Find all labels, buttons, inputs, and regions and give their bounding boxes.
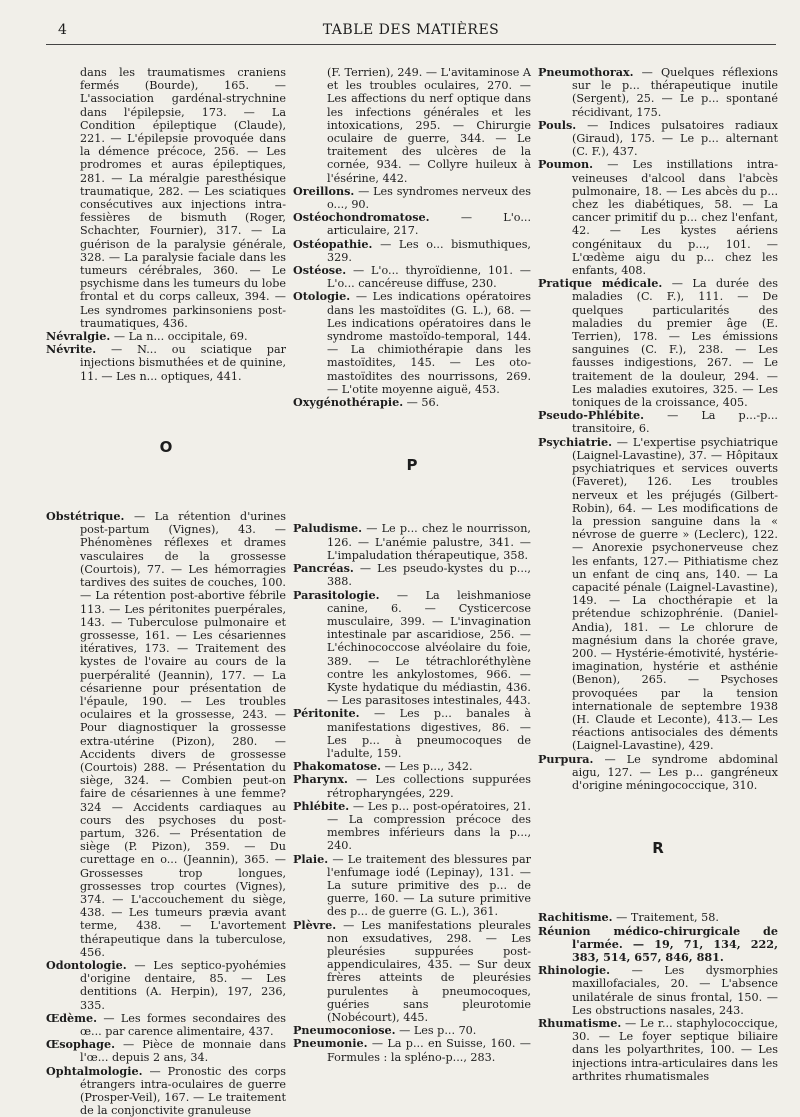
page-header <box>46 22 776 42</box>
section-letter-o: O <box>159 437 173 456</box>
header-rule <box>46 44 776 45</box>
column-2 <box>293 66 531 1064</box>
entry-osteochondromatose: Ostéochondromatose. — L'o... articulaire, 217. <box>293 210 531 238</box>
entry-pneumothorax: Pneumothorax. — Quelques réflexions sur le p... thérapeutique inutile (Sergent), 25. — Le p... spontané récidivant, 175. <box>538 65 778 119</box>
entry-oreillons: Oreillons. — Les syndromes nerveux des o..., 90. <box>293 183 531 212</box>
entry-pratique-medicale: Pratique médicale. — La durée des maladies (C. F.), 111. — De quelques particularités des maladies du premier âge (E. Terrien), 178. — Les émissions sanguines (C. F.), 238. — Les fausses indigestions, 267. — Le traitement de la douleur, 294. — Les maladies exutoires, 325. — Les toniques de la croissance, 405. <box>538 276 778 410</box>
entry-purpura: Purpura. — Le syndrome abdominal aigu, 127. — Les p... gangréneux d'origine méningococcique, 310. <box>538 751 778 792</box>
entry-paludisme: Paludisme. — Le p... chez le nourrisson, 126. — L'anémie palustre, 341. — L'impaludation thérapeutique, 358. <box>293 521 531 562</box>
entry-nevralgie: Névralgie. — La n... occipitale, 69. <box>46 329 248 344</box>
entry-osteose: Ostéose. — L'o... thyroïdienne, 101. — L'o... cancéreuse diffuse, 230. <box>293 263 531 291</box>
entry-pneumonie: Pneumonie. — La p... en Suisse, 160. — Formules : la spléno-p..., 283. <box>293 1036 531 1064</box>
entry-ophtalmologie-continued: (F. Terrien), 249. — L'avitaminose A et les troubles oculaires, 270. — Les affections du nerf optique dans les infections générales et les intoxications, 295. — Chirurgie oculaire de guerre, 344. — Le traitement des ulcères de la cornée, 934. — Collyre huileux à l'ésérine, 442. <box>327 66 531 185</box>
entry-plaie: Plaie. — Le traitement des blessures par l'enfumage iodé (Lepinay), 131. — La suture primitive des p... de guerre, 160. — La suture primitive des p... de guerre (G. L.), 361. <box>293 851 531 919</box>
entry-pharynx: Pharynx. — Les collections suppurées rétropharyngées, 229. <box>293 772 531 800</box>
entry-psychiatrie: Psychiatrie. — L'expertise psychiatrique (Laignel-Lavastine), 37. — Hôpitaux psychiatriques et services ouverts (Faveret), 126. Les troubles nerveux et les préjugés (Gilbert-Robin), 64. — Les modifications de la pression sanguine dans la « névrose de guerre » (Leclerc), 122. — Anorexie psychonerveuse chez les enfants, 127.— Pithiatisme chez un enfant de cinq ans, 140. — La capacité pénale (Laignel-Lavastine), 149. — La chocthérapie et la prétendue schizophrénie. (Daniel-Andia), 181. — Le chlorure de magnésium dans la chorée grave, 200. — Hystérie-émotivité, hystérie-imagination, hystérie et asthénie (Benon), 265. — Psychoses provoquées par la tension internationale de septembre 1938 (H. Claude et Leconte), 413.— Les réactions antisociales des déments (Laignel-Lavastine), 429. <box>538 434 778 753</box>
entry-nevrite: Névrite. — N... ou sciatique par injections bismuthées et de quinine, 11. — Les n... optiques, 441. <box>46 342 286 383</box>
entry-rhumatisme: Rhumatisme. — Le r... staphylococcique, 30. — Le foyer septique biliaire dans les polyarthrites, 100. — Les injections intra-articulaires dans les arthrites rhumatismales <box>538 1016 778 1083</box>
entry-ophtalmologie: Ophtalmologie. — Pronostic des corps étrangers intra-oculaires de guerre (Prosper-Veil), 167. — Le traitement de la conjonctivite granuleuse <box>46 1063 286 1117</box>
page-number: 4 <box>58 22 67 38</box>
column-1 <box>46 66 286 1117</box>
section-letter-r: R <box>652 839 664 858</box>
entry-phlebite: Phlébite. — Les p... post-opératoires, 21. — La compression précoce des membres inférieurs dans la p..., 240. <box>293 798 531 853</box>
entry-phakomatose: Phakomatose. — Les p..., 342. <box>293 759 473 774</box>
entry-pouls: Pouls. — Indices pulsatoires radiaux (Giraud), 175. — Le p... alternant (C. F.), 437. <box>538 117 778 159</box>
entry-plevre: Plèvre. — Les manifestations pleurales non exsudatives, 298. — Les pleurésies suppurées post-appendiculaires, 435. — Sur deux frères atteints de pleurésies purulentes à pneumocoques, guéries sans pleurotomie (Nobécourt), 445. <box>293 917 531 1024</box>
entry-peritonite: Péritonite. — Les p... banales à manifestations digestives, 86. — Les p... à pneumocoques de l'adulte, 159. <box>293 706 531 760</box>
entry-pseudo-phlebite: Pseudo-Phlébite. — La p...-p... transitoire, 6. <box>538 408 778 436</box>
entry-obstetrique: Obstétrique. — La rétention d'urines post-partum (Vignes), 43. — Phénomènes réflexes et drames vasculaires de la grossesse (Courtois), 77. — Les hémorragies tardives des suites de couches, 100. — La rétention post-abortive fébrile 113. — Les péritonites puerpérales, 143. — Tuberculose pulmonaire et grossesse, 161. — Les césariennes itératives, 173. — Traitement des kystes de l'ovaire au cours de la puerpéralité (Jeannin), 177. — La césarienne pour présentation de l'épaule, 190. — Les troubles oculaires et la grossesse, 243. — Pour diagnostiquer la grossesse extra-utérine (Pizon), 280. — Accidents divers de grossesse (Courtois) 288. — Présentation du siège, 324. — Combien peut-on faire de césariennes à une femme? 324 — Accidents cardiaques au cours des psychoses du post-partum, 326. — Présentation de siège (P. Pizon), 359. — Du curettage en o... (Jeannin), 365. — Grossesses trop longues, grossesses trop courtes (Vignes), 374. — L'accouchement du siège, 438. — Les tumeurs prævia avant terme, 438. — L'avortement thérapeutique dans la tuberculose, 456. <box>46 509 286 959</box>
section-letter-p: P <box>406 456 418 475</box>
entry-reunion-medico-chirurgicale: Réunion médico-chirurgicale de l'armée. — 19, 71, 134, 222, 383, 514, 657, 846, 881. <box>538 923 778 964</box>
entry-poumon: Poumon. — Les instillations intra-veineuses d'alcool dans l'abcès pulmonaire, 18. — Les abcès du p... chez les diabétiques, 58. — La cancer primitif du p... chez l'enfant, 42. — Les kystes aériens congénitaux du p..., 101. — L'œdème aigu du p... chez les enfants, 408. <box>538 157 778 278</box>
entry-rachitisme: Rachitisme. — Traitement, 58. <box>538 910 719 925</box>
entry-otologie: Otologie. — Les indications opératoires dans les mastoïdites (G. L.), 68. — Les indications opératoires dans le syndrome mastoïdo-temporal, 144. — La chimiothérapie dans les mastoïdites, 145. — Les oto-mastoïdites des nourrissons, 269. — L'otite moyenne aiguë, 453. <box>293 289 531 396</box>
entry-oxygenotherapie: Oxygénothérapie. — 56. <box>293 395 440 410</box>
entry-osteopathie: Ostéopathie. — Les o... bismuthiques, 329. <box>293 236 531 264</box>
entry-rhinologie: Rhinologie. — Les dysmorphies maxillofaciales, 20. — L'absence unilatérale de sinus frontal, 150. — Les obstructions nasales, 243. <box>538 963 778 1017</box>
entry-parasitologie: Parasitologie. — La leishmaniose canine, 6. — Cysticercose musculaire, 399. — L'invagination intestinale par ascaridiose, 256. — L'échinococcose alvéolaire du foie, 389. — Le tétrachloréthylène contre les ankylostomes, 966. — Kyste hydatique du médiastin, 436. — Les parasitoses intestinales, 443. <box>293 587 531 708</box>
entry-pneumoconiose: Pneumoconiose. — Les p... 70. <box>293 1023 477 1038</box>
entry-nevrose-continued: dans les traumatismes craniens fermés (Bourde), 165. — L'association gardénal-strychnine dans l'épilepsie, 173. — La Condition épileptique (Claude), 221. — L'épilepsie provoquée dans la démence précoce, 256. — Les prodromes et auras épileptiques, 281. — La méralgie paresthésique traumatique, 282. — Les sciatiques consécutives aux injections intra-fessières de bismuth (Roger, Schachter, Fournier), 317. — La guérison de la paralysie générale, 328. — La paralysie faciale dans les tumeurs cérébrales, 360. — Le psychisme dans les tumeurs du lobe frontal et du corps calleux, 394. — Les syndromes parkinsoniens post-traumatiques, 436. <box>80 66 286 330</box>
column-3 <box>538 66 778 1083</box>
entry-odontologie: Odontologie. — Les septico-pyohémies d'origine dentaire, 85. — Les dentitions (A. Herpin), 197, 236, 335. <box>46 957 286 1012</box>
entry-oedeme: Œdème. — Les formes secondaires des œ... par carence alimentaire, 437. <box>46 1010 286 1038</box>
entry-oesophage: Œsophage. — Pièce de monnaie dans l'œ... depuis 2 ans, 34. <box>46 1037 286 1065</box>
page-title: TABLE DES MATIÈRES <box>322 22 500 38</box>
entry-pancreas: Pancréas. — Les pseudo-kystes du p..., 388. <box>293 561 531 589</box>
